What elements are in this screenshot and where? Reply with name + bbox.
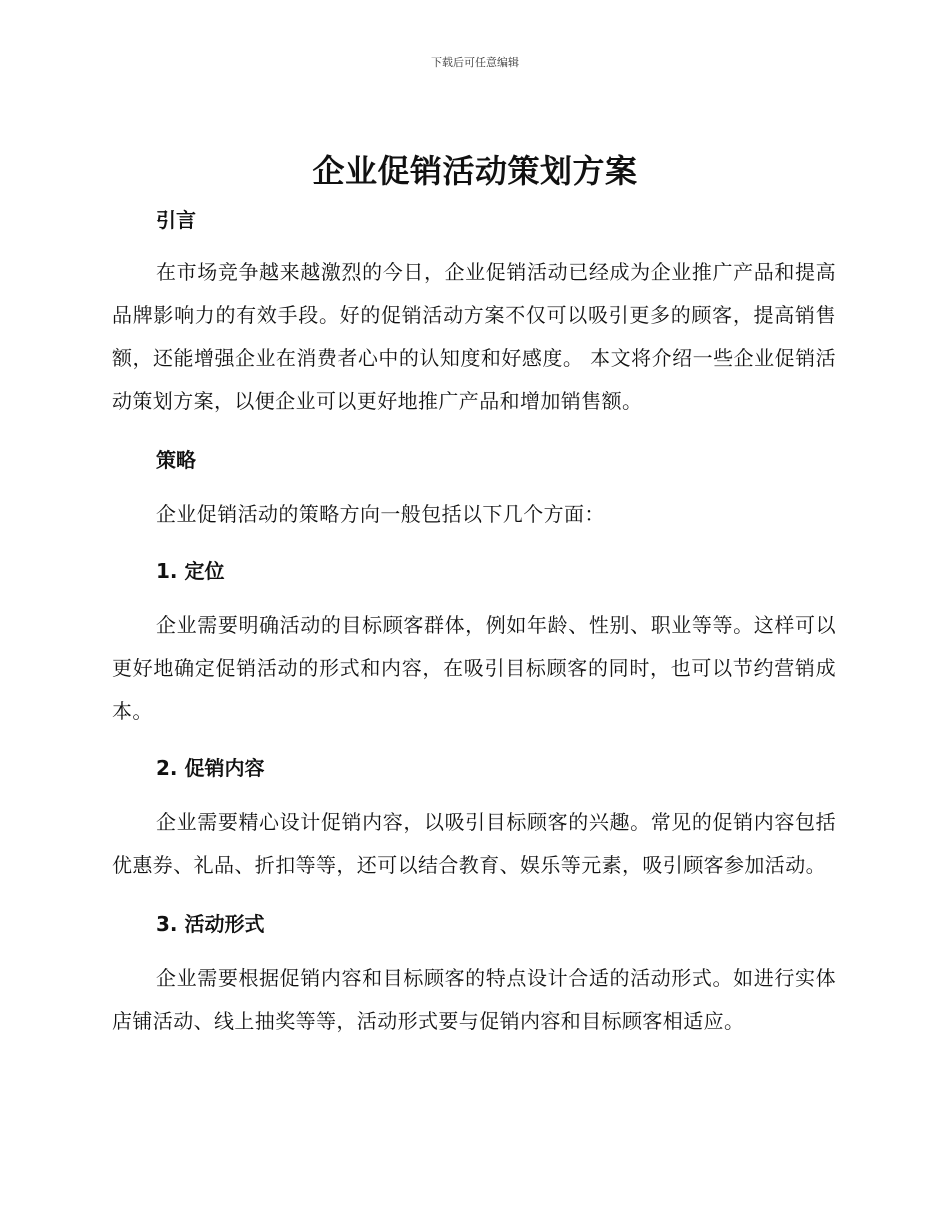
section-heading-promotion-content: 2. 促销内容 bbox=[156, 756, 265, 780]
section-paragraph-positioning: 企业需要明确活动的目标顾客群体，例如年龄、性别、职业等等。这样可以更好地确定促销活动的形式和内容，在吸引目标顾客的同时，也可以节约营销成本。 bbox=[112, 613, 836, 723]
page-header-note: 下载后可任意编辑 bbox=[431, 56, 519, 69]
section-paragraph-strategy: 企业促销活动的策略方向一般包括以下几个方面： bbox=[156, 502, 605, 526]
section-heading-strategy: 策略 bbox=[156, 448, 196, 472]
section-paragraph-introduction: 在市场竞争越来越激烈的今日，企业促销活动已经成为企业推广产品和提高品牌影响力的有效手段。好的促销活动方案不仅可以吸引更多的顾客，提高销售额，还能增强企业在消费者心中的认知度和好感度。 本文将介绍一些企业促销活动策划方案，以便企业可以更好地推广产品和增加销售额。 bbox=[112, 260, 836, 413]
document-title: 企业促销活动策划方案 bbox=[312, 152, 638, 190]
section-heading-activity-format: 3. 活动形式 bbox=[156, 912, 265, 936]
section-heading-positioning: 1. 定位 bbox=[156, 559, 225, 583]
section-heading-introduction: 引言 bbox=[156, 208, 196, 232]
section-paragraph-promotion-content: 企业需要精心设计促销内容，以吸引目标顾客的兴趣。常见的促销内容包括优惠券、礼品、折扣等等，还可以结合教育、娱乐等元素，吸引顾客参加活动。 bbox=[112, 810, 836, 877]
section-paragraph-activity-format: 企业需要根据促销内容和目标顾客的特点设计合适的活动形式。如进行实体店铺活动、线上抽奖等等，活动形式要与促销内容和目标顾客相适应。 bbox=[112, 966, 836, 1033]
document-body bbox=[112, 203, 836, 1043]
